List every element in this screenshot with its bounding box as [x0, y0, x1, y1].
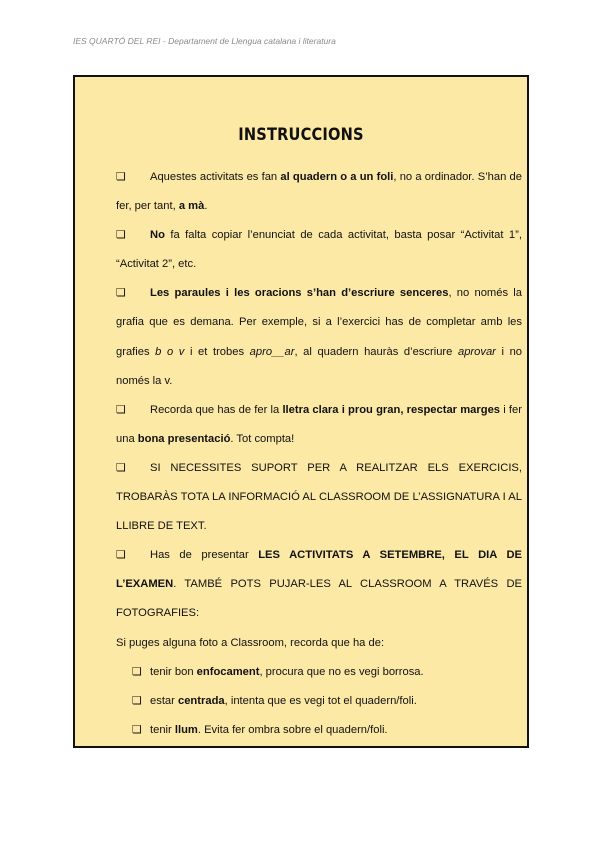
photo-subitem-3: ❏ tenir llum. Evita fer ombra sobre el quadern/foli. [116, 716, 522, 745]
checkbox-bullet-icon: ❏ [116, 171, 126, 183]
photo-subitem-2: ❏ estar centrada, intenta que es vegi tot el quadern/foli. [116, 687, 522, 716]
checkbox-bullet-icon: ❏ [116, 549, 126, 562]
photo-intro: Si puges alguna foto a Classroom, recorda que ha de: [116, 636, 385, 649]
instruction-item-6: ❏ Has de presentar LES ACTIVITATS A SETEMBRE, EL DIA DE L’EXAMEN. TAMBÉ POTS PUJAR-LES AL CLASSROOM A TRAVÉS DE FOTOGRAFIES: [116, 541, 522, 628]
checkbox-bullet-icon: ❏ [116, 287, 126, 300]
instruction-item-2: ❏ No fa falta copiar l’enunciat de cada activitat, basta posar “Activitat 1”, “Activitat 2”, etc. [116, 221, 522, 279]
checkbox-bullet-icon: ❏ [116, 229, 126, 242]
instruction-item-5: ❏ SI NECESSITES SUPORT PER A REALITZAR ELS EXERCICIS, TROBARÀS TOTA LA INFORMACIÓ AL CLASSROOM DE L’ASSIGNATURA I AL LLIBRE DE TEXT. [116, 454, 522, 541]
instruction-item-4: ❏ Recorda que has de fer la lletra clara i prou gran, respectar marges i fer una bona presentació. Tot compta! [116, 396, 522, 454]
checkbox-bullet-icon: ❏ [132, 665, 142, 678]
checkbox-bullet-icon: ❏ [116, 403, 126, 416]
instruction-item-3: ❏ Les paraules i les oracions s’han d’escriure senceres, no només la grafia que es demana. Per exemple, si a l’exercici has de completar amb les grafies b o v i et trobes apro__ar, al quadern hauràs d’escriure aprovar i no només la v. [116, 279, 522, 395]
page-header: IES QUARTÓ DEL REI - Departament de Llengua catalana i literatura [73, 36, 336, 46]
instructions-content [116, 163, 522, 745]
checkbox-bullet-icon: ❏ [132, 694, 142, 707]
photo-subitem-1: ❏ tenir bon enfocament, procura que no es vegi borrosa. [116, 658, 522, 687]
instruction-item-1: ❏ Aquestes activitats es fan al quadern o a un foli, no a ordinador. S’han de fer, per tant, a mà. [116, 163, 522, 221]
instructions-box [73, 75, 529, 748]
page-title: INSTRUCCIONS [238, 125, 364, 145]
checkbox-bullet-icon: ❏ [132, 723, 142, 736]
checkbox-bullet-icon: ❏ [116, 461, 126, 474]
